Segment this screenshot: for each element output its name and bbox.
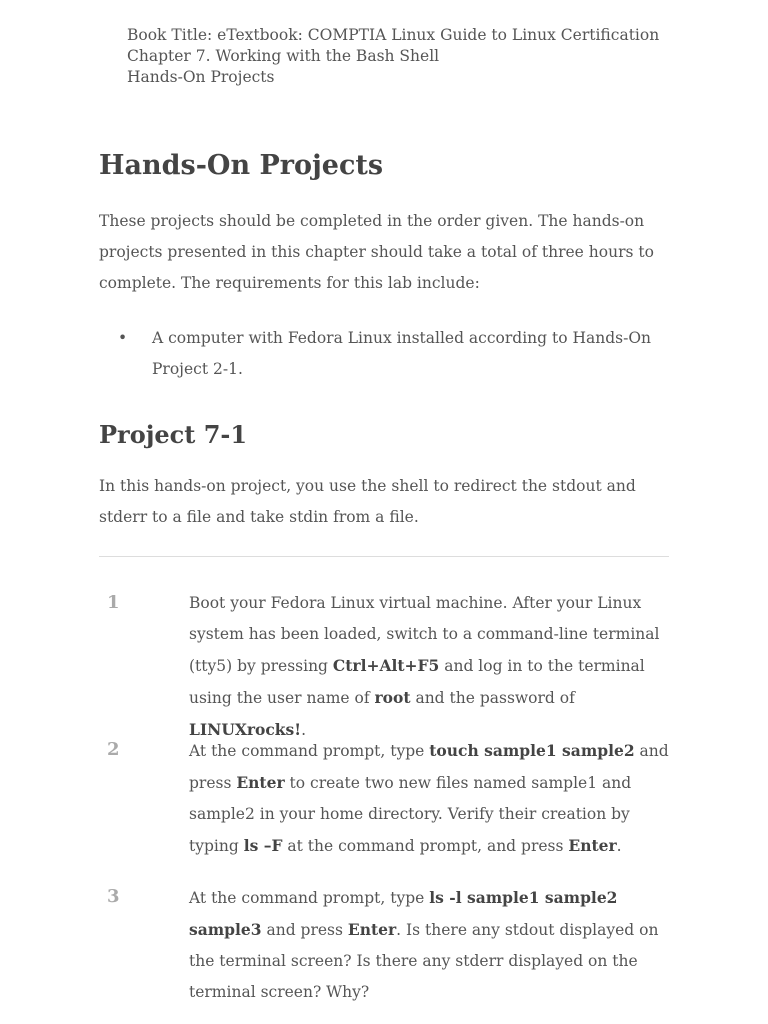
step-number: 1 xyxy=(107,592,120,613)
step-keyword: LINUXrocks! xyxy=(189,720,302,739)
divider xyxy=(99,556,669,557)
requirement-text: A computer with Fedora Linux installed according to Hands-On Project 2-1. xyxy=(152,329,652,378)
step-text-part: and log in to the terminal using the user name of xyxy=(189,657,645,707)
step-text-part: and press xyxy=(261,921,348,939)
step-keyword: Ctrl+Alt+F5 xyxy=(332,656,440,675)
step-keyword: ls –F xyxy=(243,836,283,855)
step-text-part: At the command prompt, type xyxy=(189,742,430,760)
step-text-part: and press xyxy=(189,742,669,792)
section-intro: These projects should be completed in the order given. The hands-on projects presented in this chapter should take a total of three hours to complete. The requirements for this lab include: xyxy=(99,212,654,292)
step-text xyxy=(189,735,671,862)
step-text-part: At the command prompt, type xyxy=(189,889,430,907)
step-text-part: Boot your Fedora Linux virtual machine. After your Linux system has been loaded, switch to a command-line terminal (tty5) by pressing xyxy=(189,594,660,675)
step-keyword: touch sample1 sample2 xyxy=(429,741,635,760)
step-text xyxy=(189,882,671,1008)
bullet-icon: • xyxy=(118,329,128,347)
chapter-line: Chapter 7. Working with the Bash Shell xyxy=(127,47,440,65)
book-title-line: Book Title: eTextbook: COMPTIA Linux Guide to Linux Certification xyxy=(127,26,660,44)
step-keyword: Enter xyxy=(236,773,285,792)
step-keyword: Enter xyxy=(347,920,397,939)
section-title: Hands-On Projects xyxy=(99,150,384,181)
list-item xyxy=(99,323,671,385)
step-keyword: ls -l sample1 sample2 sample3 xyxy=(189,888,618,939)
section-breadcrumb: Hands-On Projects xyxy=(127,68,275,86)
step-text-part: to create two new files named sample1 and sample2 in your home directory. Verify their creation by typing xyxy=(189,774,632,855)
project-title: Project 7-1 xyxy=(99,420,248,449)
project-intro: In this hands-on project, you use the shell to redirect the stdout and stderr to a file and take stdin from a file. xyxy=(99,477,636,526)
step-text-part: . Is there any stdout displayed on the terminal screen? Is there any stderr displayed on the terminal screen? Why? xyxy=(189,921,659,1001)
step-text-part: . xyxy=(301,721,307,739)
step-text-part: . xyxy=(616,837,622,855)
step-number: 3 xyxy=(107,886,120,907)
book-metadata xyxy=(127,25,659,88)
step-text-part: at the command prompt, and press xyxy=(282,837,569,855)
step-keyword: root xyxy=(374,688,411,707)
step-number: 2 xyxy=(107,739,120,760)
step-text-part: and the password of xyxy=(410,689,575,707)
step-text xyxy=(189,588,671,746)
requirements-list xyxy=(99,323,671,385)
step-keyword: Enter xyxy=(568,836,617,855)
